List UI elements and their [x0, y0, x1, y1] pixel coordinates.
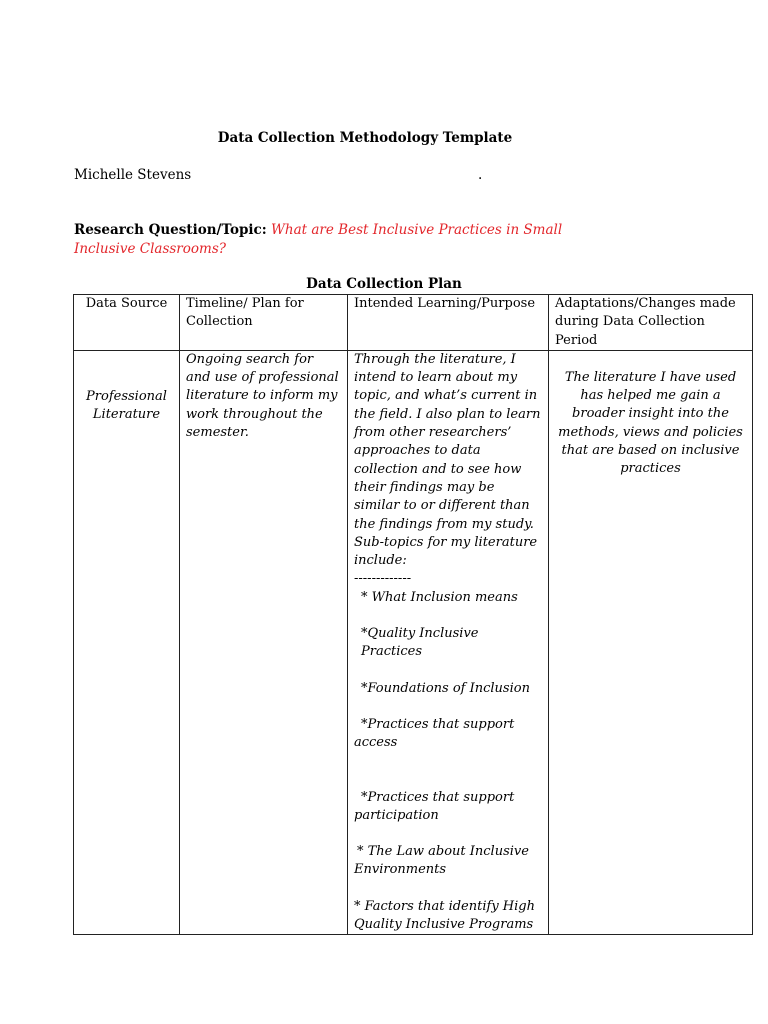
page-title: Data Collection Methodology Template — [217, 130, 513, 146]
cell-adaptations: The literature I have used has helped me gain a broader insight into the methods, views and policies that are based on inclusive practices — [549, 350, 753, 934]
subtopic-item: * Factors that identify High Quality Inclusive Programs — [354, 898, 535, 933]
research-question-text: What are Best Inclusive Practices in Small Inclusive Classrooms? — [74, 222, 563, 257]
research-question-label: Research Question/Topic: — [74, 222, 267, 238]
cell-source: Professional Literature — [74, 350, 180, 934]
subtopic-item: *Foundations of Inclusion — [361, 680, 530, 696]
purpose-divider: ------------- — [354, 571, 412, 587]
header-timeline: Timeline/ Plan for Collection — [180, 295, 348, 351]
table-header-row — [74, 295, 753, 351]
table-row — [74, 350, 753, 934]
author-name: Michelle Stevens — [74, 167, 192, 183]
cell-timeline: Ongoing search for and use of professional literature to inform my work throughout the semester. — [180, 350, 348, 934]
subtopic-item: *Practices that support access — [354, 716, 515, 751]
header-purpose: Intended Learning/Purpose — [348, 295, 549, 351]
purpose-text: Through the literature, I intend to learn about my topic, and what’s current in the field. I also plan to learn from other researchers’ approaches to data collection and to see how their findings may be similar to or different than the findings from my study. Sub-topics for my literature include: — [354, 351, 541, 569]
header-data-source: Data Source — [74, 295, 180, 351]
subtopic-item: * What Inclusion means — [361, 589, 518, 605]
data-collection-table — [73, 294, 753, 935]
cell-purpose — [348, 350, 549, 934]
header-adaptations: Adaptations/Changes made during Data Collection Period — [549, 295, 753, 351]
plan-title: Data Collection Plan — [306, 276, 462, 292]
subtopic-item: *Quality Inclusive Practices — [361, 626, 479, 660]
subtopic-item: * The Law about Inclusive Environments — [354, 844, 529, 878]
trailing-dot: . — [478, 167, 483, 183]
subtopic-item: *Practices that support participation — [354, 789, 515, 823]
research-question — [74, 221, 594, 259]
